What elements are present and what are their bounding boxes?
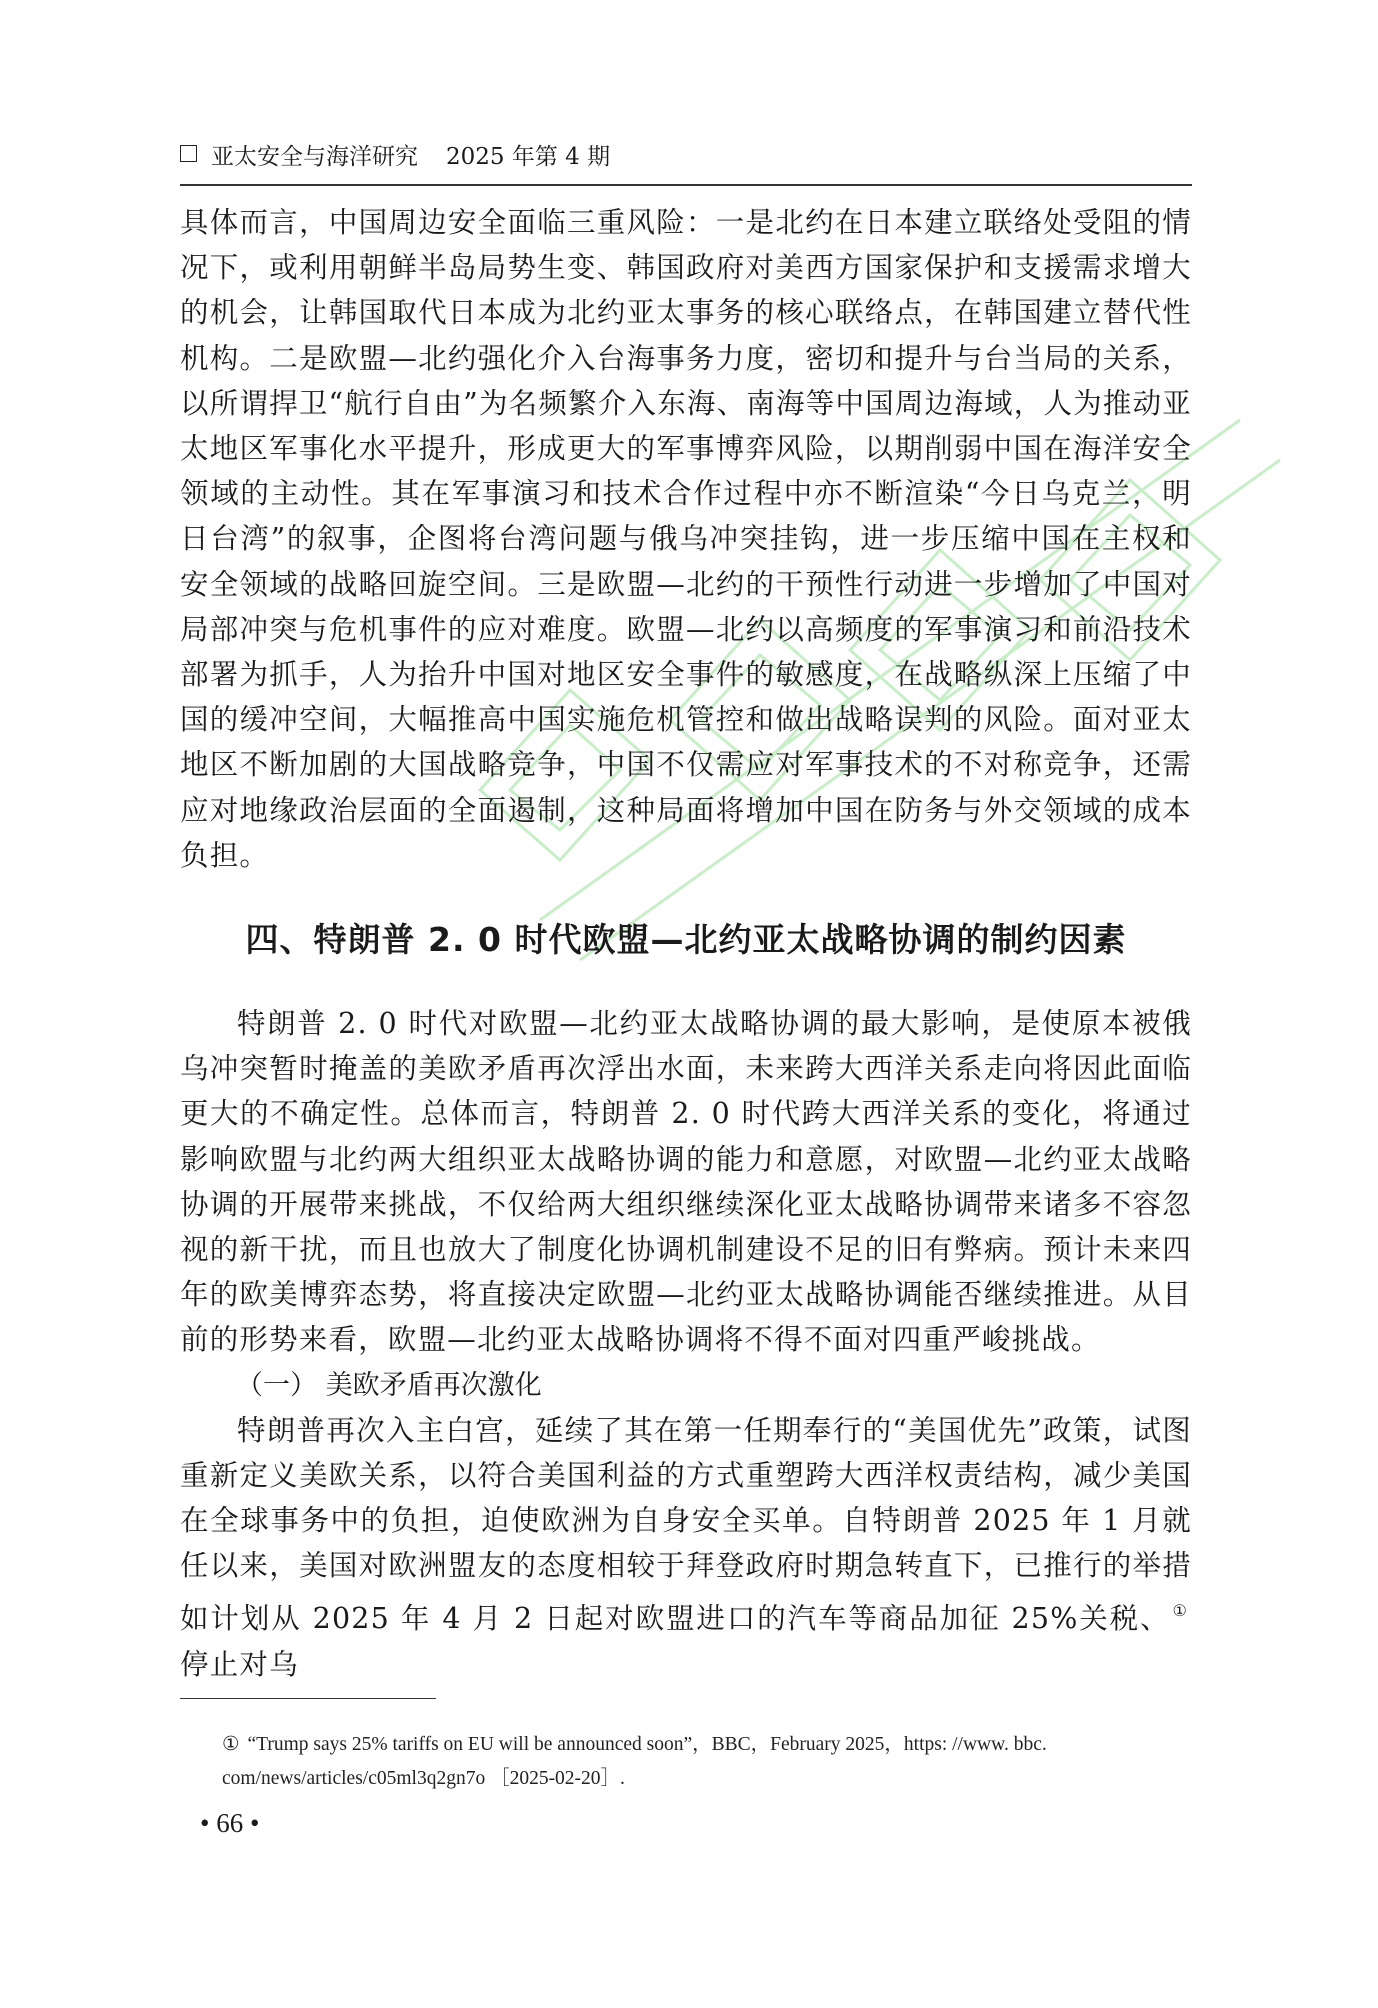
page-number: • 66 • [200, 1808, 260, 1838]
footnote-divider [180, 1698, 436, 1699]
paragraph-trump-end: 停止对乌 [180, 1647, 299, 1681]
running-header [180, 138, 1192, 186]
footnote-reference[interactable]: ① [1172, 1601, 1188, 1621]
subsection-title: （一） 美欧矛盾再次激化 [236, 1369, 542, 1401]
issue-label: 2025 年第 4 期 [446, 144, 611, 170]
paragraph-trump [180, 1408, 1192, 1687]
footnote-text: “Trump says 25% tariffs on EU will be announced soon”，BBC，February 2025，https: //www. bbc. com/news/articles/c05ml3q2gn7o ［2025-02-20］. [222, 1734, 1047, 1789]
paragraph-risks: 具体而言，中国周边安全面临三重风险：一是北约在日本建立联络处受阻的情况下，或利用朝鲜半岛局势生变、韩国政府对美西方国家保护和支援需求增大的机会，让韩国取代日本成为北约亚太事务的核心联络点，在韩国建立替代性机构。二是欧盟—北约强化介入台海事务力度，密切和提升与台当局的关系，以所谓捍卫“航行自由”为名频繁介入东海、南海等中国周边海域，人为推动亚太地区军事化水平提升，形成更大的军事博弈风险，以期削弱中国在海洋安全领域的主动性。其在军事演习和技术合作过程中亦不断渲染“今日乌克兰，明日台湾”的叙事，企图将台湾问题与俄乌冲突挂钩，进一步压缩中国在主权和安全领域的战略回旋空间。三是欧盟—北约的干预性行动进一步增加了中国对局部冲突与危机事件的应对难度。欧盟—北约以高频度的军事演习和前沿技术部署为抓手，人为抬升中国对地区安全事件的敏感度，在战略纵深上压缩了中国的缓冲空间，大幅推高中国实施危机管控和做出战略误判的风险。面对亚太地区不断加剧的大国战略竞争，中国不仅需应对军事技术的不对称竞争，还需应对地缘政治层面的全面遏制，这种局面将增加中国在防务与外交领域的成本负担。 [180, 206, 1192, 872]
journal-title: 亚太安全与海洋研究 [211, 144, 418, 170]
paragraph-trump-text: 特朗普再次入主白宫，延续了其在第一任期奉行的“美国优先”政策，试图重新定义美欧关系，以符合美国利益的方式重塑跨大西洋权责结构，减少美国在全球事务中的负担，迫使欧洲为自身安全买单。自特朗普 2025 年 1 月就任以来，美国对欧洲盟友的态度相较于拜登政府时期急转直下，已推行的举措如计划从 2025 年 4 月 2 日起对欧盟进口的汽车等商品加征 25%关税、 [180, 1413, 1192, 1636]
main-content [180, 200, 1192, 1687]
square-icon [180, 145, 197, 162]
footnote-mark: ① [222, 1734, 240, 1755]
paragraph-overview: 特朗普 2. 0 时代对欧盟—北约亚太战略协调的最大影响，是使原本被俄乌冲突暂时掩盖的美欧矛盾再次浮出水面，未来跨大西洋关系走向将因此面临更大的不确定性。总体而言，特朗普 2. 0 时代跨大西洋关系的变化，将通过影响欧盟与北约两大组织亚太战略协调的能力和意愿，对欧盟—北约亚太战略协调的开展带来挑战，不仅给两大组织继续深化亚太战略协调带来诸多不容忽视的新干扰，而且也放大了制度化协调机制建设不足的旧有弊病。预计未来四年的欧美博弈态势，将直接决定欧盟—北约亚太战略协调能否继续推进。从目前的形势来看，欧盟—北约亚太战略协调将不得不面对四重严峻挑战。 [180, 1007, 1192, 1357]
section-title: 四、特朗普 2. 0 时代欧盟—北约亚太战略协调的制约因素 [245, 920, 1127, 960]
footnote [222, 1728, 1192, 1796]
